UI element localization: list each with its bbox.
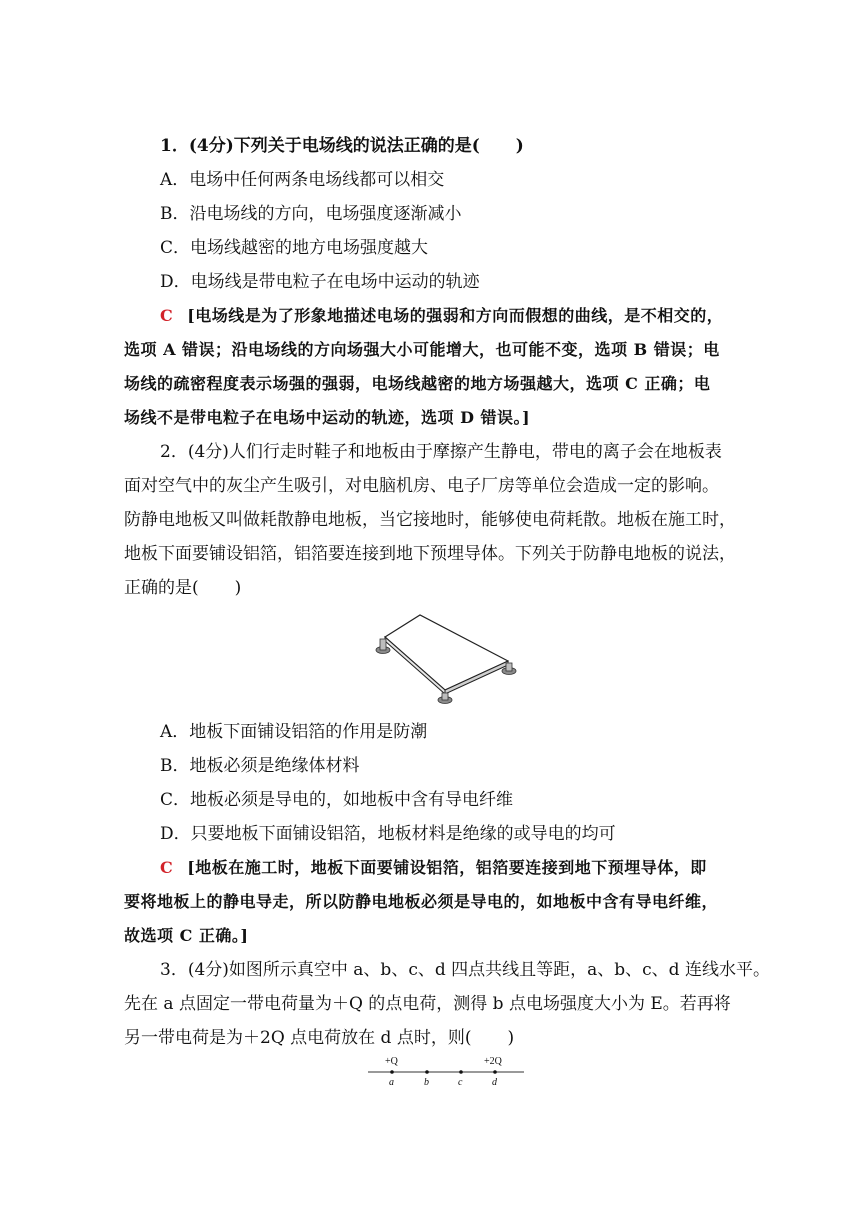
q1-explanation-line-2: 选项 A 错误；沿电场线的方向场强大小可能增大，也可能不变，选项 B 错误；电 [124, 340, 720, 359]
q1-stem: 1．(4分)下列关于电场线的说法正确的是( ) [160, 136, 524, 156]
q2-stem-line-1: 2．(4分)人们行走时鞋子和地板由于摩擦产生静电，带电的离子会在地板表 [160, 442, 722, 462]
q1-option-b: B．沿电场线的方向，电场强度逐渐减小 [160, 204, 462, 224]
point-d-dot [493, 1070, 497, 1074]
antistatic-floor-figure [370, 605, 520, 710]
charge-a-label: +Q [385, 1056, 398, 1067]
point-charge-figure [360, 1052, 530, 1092]
charge-d-label: +2Q [484, 1056, 502, 1067]
q1-option-c: C．电场线越密的地方电场强度越大 [160, 238, 429, 258]
point-b-dot [425, 1070, 429, 1074]
point-c-dot [459, 1070, 463, 1074]
q1-explanation-line-4: 场线不是带电粒子在电场中运动的轨迹，选项 D 错误。] [124, 408, 531, 427]
q1-answer: C [160, 306, 174, 325]
q2-stem-line-3: 防静电地板又叫做耗散静电地板，当它接地时，能够使电荷耗散。地板在施工时， [124, 510, 736, 530]
q2-stem-line-4: 地板下面要铺设铝箔，铝箔要连接到地下预埋导体。下列关于防静电地板的说法， [124, 544, 736, 564]
point-c-label: c [458, 1077, 463, 1088]
q2-explanation-line-2: 要将地板上的静电导走，所以防静电地板必须是导电的，如地板中含有导电纤维， [124, 892, 719, 911]
point-a-dot [390, 1070, 394, 1074]
q2-option-a: A．地板下面铺设铝箔的作用是防潮 [160, 722, 428, 742]
q1-option-d: D．电场线是带电粒子在电场中运动的轨迹 [160, 272, 480, 292]
q1-explanation-line-1: C [电场线是为了形象地描述电场的强弱和方向而假想的曲线，是不相交的， [160, 306, 724, 325]
point-a-label: a [389, 1077, 394, 1088]
q1-explanation-line-3: 场线的疏密程度表示场强的强弱，电场线越密的地方场强越大，选项 C 正确；电 [124, 374, 711, 393]
q2-explanation-line-1: C [地板在施工时，地板下面要铺设铝箔，铝箔要连接到地下预埋导体，即 [160, 858, 707, 877]
point-b-label: b [424, 1077, 429, 1088]
q2-explanation-line-3: 故选项 C 正确。] [124, 926, 249, 945]
q2-stem-line-2: 面对空气中的灰尘产生吸引，对电脑机房、电子厂房等单位会造成一定的影响。 [124, 476, 719, 496]
q1-option-a: A．电场中任何两条电场线都可以相交 [160, 170, 445, 190]
q3-stem-line-2: 先在 a 点固定一带电荷量为＋Q 的点电荷，测得 b 点电场强度大小为 E。若再将 [124, 994, 731, 1014]
q3-stem-line-3: 另一带电荷是为＋2Q 点电荷放在 d 点时，则( ) [124, 1028, 515, 1048]
q3-stem-line-1: 3．(4分)如图所示真空中 a、b、c、d 四点共线且等距，a、b、c、d 连线水平。 [160, 960, 770, 980]
q2-option-b: B．地板必须是绝缘体材料 [160, 756, 360, 776]
q2-answer: C [160, 858, 174, 877]
q2-stem-line-5: 正确的是( ) [124, 578, 242, 598]
q2-option-c: C．地板必须是导电的，如地板中含有导电纤维 [160, 790, 514, 810]
point-d-label: d [492, 1077, 497, 1088]
q2-option-d: D．只要地板下面铺设铝箔，地板材料是绝缘的或导电的均可 [160, 824, 616, 844]
